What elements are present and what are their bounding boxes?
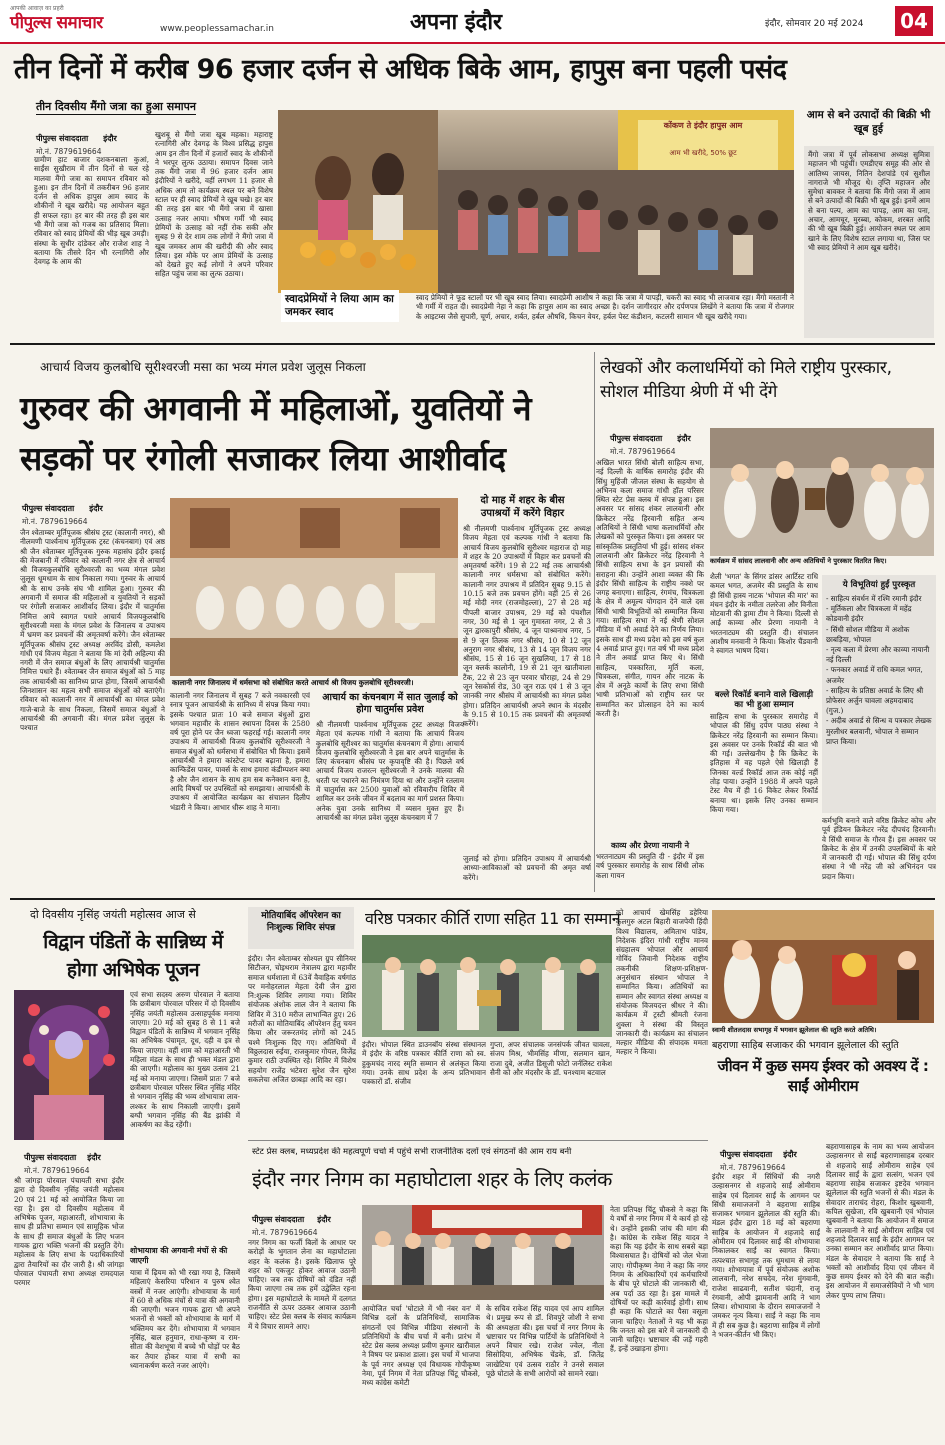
jain-col2: कालानी नगर जिनालय में सुबह 7 बजे नवकारसी एवं स्नात्र पूजन आचार्यश्री के सानिध्य में संपन्न किया गया। इसके पश्चात प्रातः 10 बजे समाज बंधुओं द्वारा भगवान महावीर के शासन स्थापना दिवस के 2580 वर्ष पूरा होने पर जैन ध्वजा फहराई गई। कालानी नगर उपाश्रय में आचार्यश्री विजय कुलबोधि सूरीश्वरजी ने समाज बंधुओं को धर्मसभा में संबोधित भी किया। इसमें आचार्यश्री ने हमारा कांस्टेप्ट पावर बढ़ाना है, हमारा कान्फिडेंस पावर, पावर्स के साथ हमारा कंडीम्पशन क्या है और जैन शासन के साथ हम सब कनेक्शन बना है, आदि विषयों पर उपस्थितों को समझाया। आचार्यश्री के उपाश्रय में आयोजित कार्यक्रम का संचालन दिलीप भंडारी ने किया। आभार धीरू शाह ने माना।: [170, 691, 310, 812]
byline-city: इंदौर: [783, 1150, 797, 1159]
rana-col2: गुप्ता, अपर संचालक जनसंपर्क जीवत चावला, संजय मिश्र, भीमसिंह मीणा, सलमान खान, राजा दुबे, अजीत डिसूजी फोटो जर्नलिस्ट राकेश सैनी को और मंदसौर के डॉ. घनश्याम बटवाल: [490, 1040, 612, 1077]
nigam-photo: [362, 1205, 604, 1300]
sindhi-sub2: बल्ले रिकॉर्ड बनाने वाले खिलाड़ी का भी हुआ सम्मान: [714, 690, 814, 710]
stall-banner-sub: आम भी खरीदे, 50% छूट: [669, 149, 737, 157]
byline-city: इंदौर: [103, 134, 117, 143]
sindhi-col2b: साहित्य सभा के पुरस्कार समारोह में भोपाल की सिंधु दर्पण पाठ्य संस्था ने क्रिकेटर नरेंद्र हिरवानी का सम्मान किया। इस अवसर पर उनके रिकॉर्ड की बात भी की गई। उल्लेखनीय है कि क्रिकेट के इतिहास में वह पहले ऐसे खिलाड़ी हैं जिनका वर्ल्ड रिकॉर्ड आज तक कोई नहीं तोड़ पाया। उन्होंने 1988 में अपने पहले टेस्ट मैच में ही 16 विकेट लेकर रिकॉर्ड बनाया था। इसके लिए उनका सम्मान किया गया।: [710, 712, 818, 814]
cataract-text: इंदौर। जैन श्वेताम्बर सोश्यल ग्रुप सीनियर सिटीजन, चोइथराम नेत्रालय द्वारा महावीर समाज धर्मशाला में 63वें वैवाहिक वर्षगांठ पर मनोहरलाल मेहता देवी जैन द्वारा नि:शुल्क शिविर लगाया गया। शिविर संयोजक अंशोक लाल जैन ने बताया कि शिविर में 310 मरीज लाभान्वित हुए। 26 मरीजों का मोतियाबिंद ऑपरेशन हेतु चयन किया और जरूरतमंद लोगों को 245 चश्मे निःशुल्क दिए गए। अतिथियों में विठ्ठलदास रुईया, राजकुमार गोयल, विजेंद्र कुमार राठी उपस्थित रहे। शिविर में विशेष सहयोग राजेंद्र भटेवरा सुरेश जैन सुरेश सकलेचा अजित छाबड़ा आदि का रहा।: [248, 954, 356, 1084]
masthead: [0, 0, 945, 44]
website: www.peoplessamachar.in: [160, 24, 274, 34]
omiram-col2: बहराणासाहब के नाम का भव्य आयोजन उल्हासनगर से साईं बहराणासाहब दरबार से शहजादे साईं ओमीराम साहेब एवं दिलावर साईं के द्वारा सत्संग, भजन एवं बहराणा साहेब सजाकर इष्टदेव भगवान झूलेलाल की स्तुति भजनों से की। मंडल के सेवादार ताराचंद रोहरा, किशोर खुबवानी, कपिल सुखेजा, रवि खुबवानी एवं भोपाल खुबवानी ने बताया कि आयोजन में समाज के लालवानी ने साईं ओमीराम साहिब एवं शहजादे दिलावर साईं के इंदौर आगमन पर उनका सम्मान कर आशीर्वाद प्राप्त किया। मंडल के सेवादार ने बताया कि साईं ने भक्तों को आशीर्वाद दिया एवं जीवन में कुछ समय ईश्वर को देने की बात कही। इस आयोजन में समाजसेवियों ने भी भाग लेकर पुण्य लाभ लिया।: [826, 1142, 934, 1300]
lead-col2: खुशबू से मैंगो जत्रा खूब महका। महाराष्ट्र रत्नागिरी और देवगढ़ के विश्व प्रसिद्ध हापुस आम इन तीन दिनों में हजारों स्वाद के शौकीनों ने भरपूर लुत्फ उठाया। समापन दिवस जाने तक मैंगो जत्रा में 96 हजार दर्जन आम इंदौरियों ने खरीदे, वहीं लगभग 11 हजार से अधिक आम तो कार्यक्रम स्थल पर बने विशेष स्टाल पर ही स्वाद प्रेमियों ने खूब चखे। हर बार की तरह इस बार भी मैंगो जत्रा में खासा उत्साह नजर आया। भीषण गर्मी भी स्वाद प्रेमियों के उत्साह को नहीं रोक सकी और सुबह 9 से देर शाम तक लोगों ने मैंगो जत्रा में खूब जमकर आम की खरीदी की और स्वाद लिया। इस मौके पर आम प्रेमियों के उत्साह को देखते हुए कई लोगों ने अपने परिवार सहित पहुंच जत्रा का लुत्फ उठाया।: [155, 130, 273, 279]
award-ceremony-illustration: [710, 428, 934, 556]
omiram-col1: इंदौर शहर में सिंधियों की नगरी उल्हासनगर से शहजादे साईं ओमीराम साहेब एवं दिलावर साईं के आगमन पर सिंधी समाजजनों ने बहराणा साहिब सजाकर भगवान झूलेलाल की स्तुति की। मंडल इंदौर द्वारा 18 मई को बहराणा साहिब के आयोजन में शहजादे साईं ओमीराम एवं दिलावर साईं की शोभायात्रा निकालकर साईं का स्वागत किया। तत्पश्चात सभागृह तक धूमधाम से लाया गया। शोभायात्रा में पूर्व संयोजक अशोक लालवानी, नरेश सचदेव, नरेश मुंगवानी, राजेश साढवानी, सतीश चंदानी, राजू रंगवानी, ओपी झामनानी आदि ने भाग लिया। शोभायात्रा के दौरान समाजजनों ने जमकर नृत्य किया। साईं ने कहा कि नाम में ही सब कुछ है। बहराणा साहिब में लोगों ने भजन-कीर्तन भी किए।: [712, 1172, 820, 1340]
byline-mobile: मो.नं. 7879619664: [36, 147, 102, 156]
byline-name: पीपुल्स संवाददाता: [610, 434, 663, 443]
section-title: अपना इंदौर: [410, 9, 503, 35]
award-item: - अदीब अवार्ड से सिन्ध व पत्रकार लेखक मुरलीधर बलवानी, भोपाल ने सम्मान प्राप्त किया।: [826, 716, 932, 747]
byline-city: इंदौर: [677, 434, 691, 443]
nigam-col2: आयोजित चर्चा 'घोटाले में भी नंबर वन' में विभिन्न दलों के प्रतिनिधियों, सामाजिक संगठनों एवं विभिन्न मीडिया संस्थानों के प्रतिनिधियों के बीच चर्चा में बनी। प्रारंभ में स्टेट प्रेस क्लब अध्यक्ष प्रवीण कुमार खारीवाल ने विषय पर प्रकाश डाला। इस चर्चा में भाजपा के पूर्व नगर अध्यक्ष एवं विधायक गोपीकृष्ण नेमा, पूर्व निगम में नेता प्रतिपक्ष चिंटू चौकसे, मध्य कांग्रेस कमेटी: [362, 1304, 480, 1388]
deity-illustration: [14, 990, 124, 1140]
nigam-col1: नगर निगम का फर्जी बिलों के आधार पर करोड़ों के भुगतान लेना का महाघोटाला शहर के कलंक है। इसके खिलाफ पूरे शहर को एकजुट होकर आवाज उठानी चाहिए। जब तक दोषियों को दंडित नहीं किया जाएगा तब तक हमें उद्वेलित रहना होगा। इस महाघोटाले के मामले में दलगत राजनीति से ऊपर उठकर आवाज उठानी चाहिए। स्टेट प्रेस क्लब के संवाद कार्यक्रम में ये विचार सामने आए।: [248, 1238, 356, 1331]
sindhi-sub1: काव्य और प्रेरणा नायानी ने: [610, 841, 690, 850]
award-item: - नृत्य कला में प्रेरणा और काव्या नायानी नई दिल्ली: [826, 645, 932, 665]
jain-col1: जैन श्वेताम्बर मूर्तिपूजक श्रीसंघ ट्रस्ट (कालानी नगर), श्री नीलमणी पार्श्वनाथ मूर्तिपूजक ट्रस्ट (कंचनबाग) एवं अष्ठ श्री जैन श्वेताम्बर मूर्तिपूजक गुरुक महासंघ इंदौर इकाई की मेजबानी में रविवार को कालानी नगर क्षेत्र से आचार्य श्री विजयकुलबोधि सूरीश्वरजी का भव्य मंगल प्रवेश जुलूस धूमधाम के साथ निकाला गया। गुरुवर के आचार्य श्री के साथ उनके संघ भी शामिल हुआ। गुरुवर की अगवानी में समाज की महिलाओं व युवतियों ने सड़कों पर रंगोली सजाकर आशीर्वाद लिया। इंदौर में चातुर्मास निमित्त आये स्वागत पधारे आचार्य विजयकुलबोधि सूरीश्वरजी मसा के मंगल प्रवेश के जिनालय व उपाश्रय में भ्रमण कर प्रवचनों की अमृतवर्षा करेंगे। जैन श्वेताम्बर मूर्तिपूजक श्रीसंघ ट्रस्ट अध्यक्ष अरविंद डोसी, कमलेश गांधी एवं विजय मेहता ने बताया कि मां देवी अहिल्या की नगरी में जैन समाज बंधुओं के लिए आचार्यश्री चातुर्मास निमित्त पधारे हैं। श्वेताम्बर जैन समाज बंधुओं को 5 माह तक आचार्यश्री का सानिध्य प्राप्त होगा, जिसमें आचार्यश्री जिनशासन का महत्व सभी समाज बंधुओं को बताएंगे। रविवार को कालानी नगर में आचार्यश्री का मंगल प्रवेश गाजे-बाजे के साथ निकला, जिसमें समाज बंधुओं ने आचार्यश्री की अगवानी की। मंगल प्रवेश जुलूस के पश्चात: [20, 528, 165, 733]
award-item: - साहित्य के प्रतिष्ठा अवार्ड के लिए श्री प्रोफेसर अर्जुन चावला अहमदाबाद (गुज.): [826, 686, 932, 717]
lead-headline: तीन दिनों में करीब 96 हजार दर्जन से अधिक बिके आम, हापुस बना पहली पसंद: [14, 54, 787, 85]
vertical-divider: [594, 352, 595, 892]
jain-col3: श्री नीलमणी पार्श्वनाथ मूर्तिपूजक ट्रस्ट अध्यक्ष विजय मेहता एवं कल्पक गांधी ने बताया कि आचार्य विजय कुलबोधि सूरीश्वर का चातुर्मास कंचनबाग में होगा। आचार्य विजय कुलबोधि सूरीश्वरजी ने इस बार अपने चातुर्मास के लिए कंचनबाग श्रीसंघ पर कृपावृष्टि की है। पिछले वर्ष आचार्य विजय राजरत्न सूरीश्वरजी ने उनके मालवा की धरती पर पधारने का निमंत्रण दिया था और उन्होंने रतलाम में चातुर्मास कर 2500 युवाओं को रविवारीय शिविर में शामिल कर उनके जीवन में बदलाव का मार्ग प्रशस्त किया। अनेक युवा उनके सानिध्य में व्यसन मुक्त हुए हैं। आचार्यश्री का मंगल प्रवेश जुलूस कंचनबाग में 7: [316, 720, 464, 822]
jain-headline-1: गुरुवर की अगवानी में महिलाओं, युवतियों ने: [20, 389, 532, 428]
byline-name: पीपुल्स संवाददाता: [36, 134, 89, 143]
dateline: इंदौर, सोमवार 20 मई 2024: [765, 19, 864, 29]
byline-name: पीपुल्स संवाददाता: [720, 1150, 773, 1159]
lead-col1: ग्रामीण हाट बाजार दशकनबाला कुआं, साईंस सुखीराम में तीन दिनों से चल रहे मालवा मैंगो जत्रा का समापन रविवार को हुआ। इन तीन दिनों में तकरीबन 96 हजार दर्जन से अधिक हापुस आम स्वाद के शौकीनों ने खूब खरीदे। यह आयोजन बहुत ही सफल रहा। हर बार की तरह ही इस बार भी मैंगो जत्रा को गजब का प्रतिसाद मिला। रविवार को स्वाद प्रेमियों की भीड़ खूब उमड़ी। संस्था के सुधीर दांडेकर और राजेश शाह ने बताया कि तीसरे दिन भी रत्नागिरी और देवगढ़ के आम की: [34, 155, 149, 267]
jain-side-headline: दो माह में शहर के बीस उपाश्रयों में करेंगे विहार: [480, 495, 565, 519]
cataract-headline: मोतियाबिंद ऑपरेशन का निःशुल्क शिविर संपन्न: [261, 911, 341, 933]
nrisingh-kicker: दो दिवसीय नृसिंह जयंती महोत्सव आज से: [30, 908, 196, 921]
nigam-kicker: स्टेट प्रेस क्लब, मध्यप्रदेश की महत्वपूर्ण चर्चा में पहुंचे सभी राजनीतिक दलों एवं संगठनों की आम राय बनी: [252, 1147, 572, 1157]
lead-photo-caption: स्वादप्रेमियों ने लिया आम का जमकर स्वाद: [281, 290, 399, 322]
byline-name: पीपुल्स संवाददाता: [252, 1215, 305, 1224]
byline-city: इंदौर: [317, 1215, 331, 1224]
award-item: - मूर्तिकला और चित्रकला में महेंद्र कोडवानी इंदौर: [826, 604, 932, 624]
nrisingh-col2: एवं सभा सदस्य अरुण पोरवाल ने बताया कि छत्रीबाग पोरवाल परिसर में दो दिवसीय नृसिंह जयंती महोत्सव उत्साहपूर्वक मनाया जाएगा। 20 मई को सुबह 8 से 11 बजे विद्वान पंडितों के सान्निध्य में भगवान नृसिंह का अभिषेक पंचामृत, दूध, दही व इत्र से किया जाएगा। वहीं शाम को महाआरती भी महिला मंडल के साथ ही भक्त मंडल द्वारा की जाएगी। महोत्सव का मुख्य उत्सव 21 मई को मनाया जाएगा। जिसमें प्रातः 7 बजे छत्रीबाग पोरवाल परिसर स्थित नृसिंह मंदिर से भगवान नृसिंह की भव्य शोभायात्रा लाव-लश्कर के साथ निकाली जाएगी। इसमें बग्घी भगवान नृसिंह की बैंड झांकी में आकर्षण का केंद्र रहेंगी।: [130, 990, 240, 1130]
press-club-illustration: [362, 1205, 604, 1300]
lead-kicker: तीन दिवसीय मैंगो जत्रा का हुआ समापन: [36, 100, 196, 113]
rana-col3: को आचार्य खेमसिंह डहेरिया कुलगुरु अटल बिहारी वाजपेयी हिंदी विश्व विद्यालय, अमिताभ पांडेय, निदेशक इंदिरा गांधी राष्ट्रीय मानव संग्रहालय भोपाल और आचार्य गोविंद जिवानी निदेशक राष्ट्रीय तकनीकी शिक्षण-प्रशिक्षण-अनुसंधान संस्थान भोपाल ने सम्मानित किया। अतिथियों का सम्मान और स्वागत संस्था अध्यक्ष व संयोजक विजयदत्त श्रीधर ने की। कार्यक्रम में ट्रस्टी श्रीमती रंजना शुक्ला ने संस्था की विस्तृत जानकारी दी। कार्यक्रम का संचालन मल्हार मीडिया की संपादक ममता मल्हार ने किया।: [616, 908, 708, 1057]
award-item: - सिंधी सोशल मीडिया में अशोक छाबड़िया, भोपाल: [826, 625, 932, 645]
sindhi-photo-caption: कार्यक्रम में सांसद लालवानी और अन्य अतिथियों ने पुरस्कार वितरित किए।: [710, 557, 887, 565]
logo-tagline: आपकी आवाज़ का प्रहरी: [10, 5, 64, 12]
awards-list: [826, 594, 932, 747]
rana-headline: वरिष्ठ पत्रकार कीर्ति राणा सहित 11 का सम्मान: [365, 909, 621, 928]
nigam-headline: इंदौर नगर निगम का महाघोटाला शहर के लिए कलंक: [252, 1167, 612, 1191]
byline-mobile: मो.नं. 7879619664: [720, 1163, 786, 1172]
sindhi-col2c: कर्मभूमि बनाने वाले वरिष्ठ क्रिकेट कोच और पूर्व इंडियन क्रिकेटर नरेंद्र दीपचंद हिरवानी। वे सिंधी समाज के गौरव हैं। इस अवसर पर क्रिकेट के क्षेत्र में उनकी उपलब्धियों के बारे में जानकारी दी गई। भोपाल की सिंधु दर्पण संस्था ने भी नरेंद्र जी को अभिनंदन पत्र प्रदान किया।: [822, 816, 936, 881]
byline-name: पीपुल्स संवाददाता: [22, 504, 75, 513]
jain-assembly-illustration: [170, 498, 458, 676]
logo: [10, 4, 103, 34]
divider: [10, 343, 935, 345]
nigam-col4: नेता प्रतिपक्ष चिंटू चौकसे ने कहा कि ये वर्षों से नगर निगम में ये कार्य हो रहे थे। उन्होंने इसकी जांच की मांग की है। कांग्रेस के राकेश सिंह यादव ने कहा कि यह इंदौर के साथ सबसे बड़ा विश्वासघात है। दोषियों को जेल भेजा जाए। गोपीकृष्ण नेमा ने कहा कि नगर निगम के अधिकारियों एवं कर्मचारियों के बीच पूरे घोटाले की जानकारी थी, अब पर्दा उठ रहा है। इस मामले में दोषियों पर कड़ी कार्रवाई होगी। साथ ही कहा कि घोटाले का पैसा वसूला जाना चाहिए। नेताओं ने यह भी कहा कि जनता को इस बारे में जानकारी दी जानी चाहिए। भ्रष्टाचार की जड़ें गहरी हैं, इन्हें उखाड़ना होगा।: [610, 1205, 708, 1354]
jhulelal-illustration: [712, 910, 934, 1023]
byline-city: इंदौर: [89, 504, 103, 513]
lead-side-box: [804, 146, 934, 338]
byline-mobile: मो.नं. 7879619664: [24, 1166, 90, 1175]
nrisingh-col1: श्री जांगड़ा पोरवाल पंचायती सभा इंदौर द्वारा दो दिवसीय नृसिंह जयंती महोत्सव 20 एवं 21 मई को आयोजित किया जा रहा है। इस दो दिवसीय महोत्सव में अभिषेक पूजन, महाआरती, शोभायात्रा के साथ ही प्रतिभा सम्मान एवं सामूहिक भोज के साथ ही समाज बंधुओं के लिए भजन गायक द्वारा भक्ति भजनों की प्रस्तुति देंगे। महोत्सव के लिए सभा के पदाधिकारियों द्वारा तैयारियों का दौर जारी है। श्री जांगड़ा पोरवाल पंचायती सभा अध्यक्ष रामदयाल परमार: [14, 1176, 124, 1288]
omiram-kicker: बहराणा साहिब सजाकर की भगवान झूलेलाल की स्तुति: [712, 1040, 899, 1051]
byline-mobile: मो.नं. 7879619664: [252, 1228, 318, 1237]
divider: [248, 1140, 708, 1141]
byline-name: पीपुल्स संवाददाता: [24, 1153, 77, 1162]
nrisingh-photo: [14, 990, 124, 1140]
divider: [10, 898, 935, 900]
lead-side-text: मैंगो जत्रा में पूर्व लोकसभा अध्यक्ष सुमित्रा महाजन भी पहुंचीं। एमडीएच समूह की ओर से आतिथ्य जायस, नितिन देशपांडे एवं सुशील नागराजे भी मौजूद थे। तृप्ति महाजन और सुमेधा बावकर ने बताया कि मैंगो जत्रा में आम से बने उत्पादों की बिक्री भी खूब हुई। इनमें आम से बना पल्प, आम का पापड़, आम का पना, अचार, आमचूर, मुरब्बा, कोकम, शरबत आदि की भी खूब बिक्री हुई। आयोजन स्थल पर आम खाने के लिए विशेष स्टाल लगाया था, जिस पर भी स्वाद प्रेमियों ने आम खूब खरीदे।: [808, 150, 930, 252]
omiram-headline: जीवन में कुछ समय ईश्वर को अवश्य दें : साईं ओमीराम: [717, 1057, 929, 1095]
nigam-col3: के सचिव राकेश सिंह यादव एवं आप शामिल थे। प्रमुख रूप से डॉ. शिवपुरे जोशी ने सभा की अध्यक्षता की। इस चर्चा में नगर निगम के भ्रष्टाचार पर विभिन्न पार्टियों के प्रतिनिधियों ने अपने विचार रखे। राजेश ज्वेल, नीता सिसोदिया, अभिषेक चेंडके, डॉ. जितेंद्र जाखेटिया एवं उत्सव राठौर ने उनसे सवाल पूछे घोटाले के सभी आरोपों को सामने रखा।: [486, 1304, 604, 1379]
award-item: - फनकार अवार्ड में राधि कमल भगत, अजमेर: [826, 665, 932, 685]
nrisingh-byline: [24, 1145, 134, 1176]
logo-text: पीपुल्स समाचार: [10, 13, 103, 33]
sindhi-col2: शैली 'भगत' के सिंगर डांसर आर्टिस्ट राधि कमल भगत, अजमेर की प्रस्तुति के साथ ही सिंधी हास्य नाटक 'भोपाल की मार' का मंचन इंदौर के नमीता तलरेजा और विनीता मोटवानी की ड्रामा टीम ने किया। दिल्ली से आई काव्या और प्रेरणा नायानी ने भरतनाट्यम की प्रस्तुति दी। संचालन आशीष मनवानी ने किया। किशोर चैंडवानी ने स्वागत भाषण दिया।: [710, 572, 818, 656]
jain-kicker: आचार्य विजय कुलबोधि सूरीश्वरजी मसा का भव्य मंगल प्रवेश जुलूस निकला: [40, 360, 366, 374]
rana-caption: इंदौर। भोपाल स्थित डाउनबॉय संस्था संस्थानल में इंदौर के वरिष्ठ पत्रकार कीर्ति राणा को स्व. हुकुमचंद नारद स्मृति सम्मान से अलंकृत किया गया। उनके साथ प्रदेश के अन्य प्रतिभावान पत्रकारों डॉ. संजीव: [362, 1040, 486, 1087]
jain-col4: श्री नीलमणी पार्श्वनाथ मूर्तिपूजक ट्रस्ट अध्यक्ष विजय मेहता एवं कल्पक गांधी ने बताया कि आचार्य विजय कुलबोधि सूरीश्वर महाराज दो माह में शहर के 20 उपाश्रयों में विहार कर प्रवचनों की अमृतवर्षा करेंगे। 19 से 22 मई तक आचार्यश्री कालानी नगर धर्मसभा को संबोधित करेंगे। कालानी नगर उपाश्रय में प्रतिदिन सुबह 9.15 से 10.15 बजे तक प्रवचन होंगे। वहीं 25 से 26 मई मोदी नगर (राजमोहल्ला), 27 से 28 मई पीपली बाजार उपाश्रय, 29 मई को पंचशील नगर, 30 मई से 1 जून गुमास्ता नगर, 2 से 3 जून द्वारकापुरी श्रीसंघ, 4 जून पाश्र्वनाथ नगर, 5 से 9 जून तिलक नगर श्रीसंघ, 10 से 12 जून अनुराग नगर श्रीसंघ, 13 से 14 जून विजय नगर श्रीसंघ, 15 से 16 जून सुखलिया, 17 से 18 जून क्लर्क कालोनी, 19 से 21 जून खातीवाला टैंक, 22 से 23 जून परवार चौराहा, 24 से 29 जून रेसकोर्स रोड, 30 जून राऊ एवं 1 से 3 जून जानकी नगर श्रीसंघ में आचार्यश्री का मंगल प्रवेश होगा। प्रतिदिन आचार्यश्री अपने स्थान के मंदसौर के 9.15 से 10.15 तक प्रवचनों की अमृतवर्षा करेंगे।: [463, 524, 591, 729]
jain-col4-tail: जुलाई को होगा। प्रतिदिन उपाश्रय में आचार्यश्री आध्या-आविकाओं को प्रवचनों की अमृत वर्षा करेंगे।: [463, 854, 591, 882]
awards-box: [822, 575, 936, 813]
lead-side-headline: आम से बने उत्पादों की बिक्री भी खूब हुई: [806, 109, 931, 135]
stall-banner-title: कोंकण ते इंदौर हापुस आम: [663, 121, 743, 130]
omiram-byline: [720, 1142, 830, 1173]
nrisingh-sub: शोभायात्रा की अगवानी मंचों से की जाएगी: [130, 1246, 228, 1265]
byline-city: इंदौर: [87, 1153, 101, 1162]
sindhi-col1: अखिल भारत सिंधी बोली साहित्य सभा, नई दिल्ली के वार्षिक समारोह इंदौर की सिंधु मुहिंजी जीजल संस्था के सहयोग से अभिनव कला समाज गांधी हॉल परिसर स्थित स्टेट प्रेस क्लब में संपन्न हुआ। इस अवसर पर सांसद शंकर लालवानी और क्रिकेटर नरेंद्र हिरवानी सहित अन्य अतिथियों ने सिंधी भाषा कलाधर्मियों और लेखकों को पुरस्कृत किया। इस अवसर पर सांस्कृतिक प्रस्तुतियां भी हुई। सांसद शंकर लालवानी और क्रिकेटर नरेंद्र हिरवानी ने सिंधी साहित्य सभा के इन प्रयासों की सराहना की। उन्होंने आशा व्यक्त की कि इंदौर सिंधी साहित्य के राष्ट्रीय नक्शे पर जगह बनाएगा। साहित्य, रंगमंच, चित्रकला के क्षेत्र में अमूल्य योगदान देने वाले दस सिंधी भाषी विभूतियों को सम्मानित किया गया। साहित्य सभा ने नई श्रेणी सोशल मीडिया में भी अवार्ड देने का निर्णय लिया। इसके साथ ही मध्य प्रदेश को इस वर्ष कुल 4 अवार्ड प्राप्त हुए। गत वर्ष भी मध्य प्रदेश ने तीन अवार्ड प्राप्त किए थे। सिंधी साहित्य, पत्रकारिता, मूर्ति कला, चित्रकला, संगीत, गायन और नाटक के क्षेत्र में अनूठे कार्यों के लिए सभा सिंधी भाषी प्रतिभाओं को राष्ट्रीय स्तर पर सम्मानित कर प्रोत्साहन देने का कार्य करती है।: [596, 458, 704, 719]
jain-photo: [170, 498, 458, 676]
sindhi-photo: [710, 428, 934, 556]
jain-sub-headline: आचार्य का कंचनबाग में सात जुलाई को होगा चातुर्मास प्रवेश: [322, 692, 458, 715]
omiram-photo-caption: स्वामी शीतलदास सभागृह में भगवान झूलेलाल की स्तुति करते अतिथि।: [712, 1026, 877, 1034]
lead-photo: [278, 110, 794, 293]
awards-heading: ये विभूतियां हुईं पुरस्कृत: [842, 580, 916, 590]
lead-bottom-text: स्वाद प्रेमियों ने फूड स्टालों पर भी खूब स्वाद लिया। स्वादप्रेमी आशीष ने कहा कि जत्रा में पापड़ी, चकरी का स्वाद भी लाजवाब रहा। मैंगो मस्तानी ने भी गर्मी में राहत दी। स्वादप्रेमी नेहा ने कहा कि हापुस आम का स्वाद अच्छा है। दर्शन जागीरदार और दर्पणपत्र लिखेंगे ने बताया कि जत्रा में रोजगार के आइटम्स जैसे सुपारी, चूर्ण, अचार, शर्बत, हर्बल औषधि, किचन वेयर, हर्बल पेस्ट कंडीशन, कटलरी सामान भी खूब खरीदे गया।: [416, 293, 794, 321]
felicitation-illustration: [362, 935, 612, 1037]
nrisingh-headline: विद्वान पंडितों के सान्निध्य में होगा अभिषेक पूजन: [43, 931, 223, 981]
nrisingh-col3: यात्रा में ढ़ियम को भी रखा गया है, जिसमें महिलाएं केसरिया परिधान व पुरुष श्वेत वस्त्रों में नजर आएंगी। शोभायात्रा के मार्ग में 60 से अधिक मंचों से यात्रा की अगवानी की जाएगी। भजन गायक द्वारा भी अपने भजनों से भक्तों को शोभायात्रा के मार्ग में भक्तिमय कर देंगे। शोभायात्रा में भगवान नृसिंह, बाल हनुमान, राधा-कृष्ण व राम-सीता की वेशभूषा में बच्चे भी घोड़ों पर बैठ कर तैयार होकर यात्रा में सभी का ध्यानाकर्षण करते नजर आएंगे।: [130, 1268, 240, 1370]
sindhi-col1b: भरतनाट्यम की प्रस्तुति दी - इंदौर में इस वर्ष पुरस्कार समारोह के साथ सिंधी लोक कला गायन: [596, 852, 704, 880]
page-number: 04: [895, 6, 933, 36]
byline-mobile: मो.नं. 7879619664: [610, 447, 676, 456]
rana-photo: [362, 935, 612, 1037]
jain-photo-caption: कालानी नगर जिनालय में धर्मसभा को संबोधित करते आचार्य श्री विजय कुलबोधि सूरीश्वरजी।: [172, 678, 414, 687]
cataract-headline-box: [248, 907, 354, 949]
byline-mobile: मो.नं. 7879619664: [22, 517, 88, 526]
jain-byline: [22, 496, 172, 527]
stall-banner: [628, 120, 778, 158]
award-item: - साहित्य संवर्धन में रश्मि रमानी इंदौर: [826, 594, 932, 604]
jain-headline-2: सड़कों पर रंगोली सजाकर लिया आशीर्वाद: [20, 439, 506, 478]
sindhi-headline: लेखकों और कलाधर्मियों को मिले राष्ट्रीय पुरस्कार, सोशल मीडिया श्रेणी में भी देंगे: [600, 358, 892, 402]
omiram-photo: [712, 910, 934, 1023]
